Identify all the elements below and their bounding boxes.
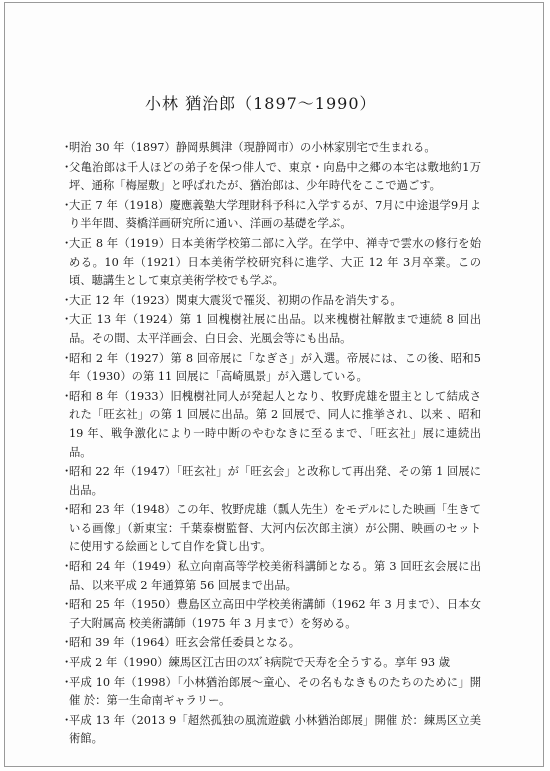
bullet-mark: ・: [61, 198, 73, 212]
list-item: [61, 712, 481, 749]
bullet-mark: ・: [61, 465, 73, 479]
bullet-mark: ・: [61, 313, 73, 327]
entry-text: 平成 13 年（2013 9「超然孤独の風流遊戯 小林猶治郎展」開催 於：練馬区立美術館。: [69, 713, 481, 746]
entry-text: 大正 13 年（1924）第 1 回槐樹社展に出品。以来槐樹社解散まで連続 8 回出品。その間、太平洋画会、白日会、光風会等にも出品。: [69, 313, 481, 345]
entry-text: 昭和 22 年（1947）「旺玄社」が「旺玄会」と改称して再出発、その第 1 回展に出品。: [69, 465, 481, 497]
bullet-mark: ・: [61, 389, 73, 403]
entry-text: 昭和 39 年（1964）旺玄会常任委員となる。: [69, 636, 301, 650]
bullet-mark: ・: [61, 236, 73, 250]
list-item: [61, 388, 481, 462]
bullet-mark: ・: [61, 293, 73, 307]
entry-text: 昭和 2 年（1927）第 8 回帝展に「なぎさ」が入選。帝展には、この後、昭和5 年（1930）の第 11 回展に「高崎風景」が入選している。: [69, 351, 481, 384]
list-item: [61, 674, 481, 711]
entry-text: 大正 8 年（1919）日本美術学校第二部に入学。在学中、禅寺で雲水の修行を始める。10 年（1921）日本美術学校研究科に進学、大正 12 年 3月卒業。この頃、聴講生として東京美術学校でも学ぶ。: [69, 236, 481, 288]
bullet-mark: ・: [61, 713, 73, 727]
list-item: [61, 350, 481, 387]
list-item: [61, 197, 481, 234]
bullet-mark: ・: [61, 675, 73, 689]
bullet-mark: ・: [61, 141, 73, 154]
entry-text: 平成 2 年（1990）練馬区江古田のｽｽﾞｷ病院で天寿を全うする。享年 93 歳: [69, 656, 450, 670]
entry-text: 明治 30 年（1897）静岡県興津（現静岡市）の小林家別宅で生まれる。: [69, 141, 436, 154]
bullet-mark: ・: [61, 351, 73, 365]
bullet-mark: ・: [61, 636, 73, 650]
bullet-mark: ・: [61, 598, 73, 612]
list-item: [61, 558, 481, 595]
list-item: [61, 292, 481, 311]
entry-text: 父亀治郎は千人ほどの弟子を保つ俳人で、東京・向島中之郷の本宅は敷地約1万坪、通称「梅屋敷」と呼ばれたが、猶治郎は、少年時代をここで過ごす。: [69, 160, 481, 193]
bullet-mark: ・: [61, 656, 73, 670]
list-item: [61, 596, 481, 633]
list-item: [61, 139, 481, 158]
bullet-mark: ・: [61, 160, 73, 174]
list-item: [61, 159, 481, 196]
list-item: [61, 634, 481, 653]
page-title: 小林 猶治郎（1897〜1990）: [145, 94, 377, 113]
document-page: [4, 2, 544, 767]
entry-text: 昭和 23 年（1948）この年、牧野虎雄（瓢人先生）をモデルにした映画「生きている画像」（新東宝：千葉泰樹監督、大河内伝次郎主演）が公開、映画のセットに使用する絵画として自作を貸し出す。: [69, 503, 481, 554]
entry-text: 大正 7 年（1918）慶應義塾大学理財科予科に入学するが、7月に中途退学9月より半年間、葵橋洋画研究所に通い、洋画の基礎を学ぶ。: [69, 198, 481, 231]
list-item: [61, 501, 481, 557]
list-item: [61, 311, 481, 348]
entry-text: 平成 10 年（1998）「小林猶治郎展〜童心、その名もなきものたちのために」開催 於：第一生命南ギャラリー。: [69, 675, 481, 708]
chronology-list: [61, 139, 481, 750]
list-item: [61, 654, 481, 673]
bullet-mark: ・: [61, 503, 73, 517]
entry-text: 大正 12 年（1923）関東大震災で罹災、初期の作品を消失する。: [69, 293, 402, 307]
entry-text: 昭和 8 年（1933）旧槐樹社同人が発起人となり、牧野虎雄を盟主として結成された「旺玄社」の第 1 回展に出品。第 2 回展で、同人に推挙され、以来 、昭和 19 年、戦争激化により一時中断のやむなきに至るまで、「旺玄社」展に連続出品。: [69, 389, 481, 459]
list-item: [61, 235, 481, 291]
bullet-mark: ・: [61, 560, 73, 574]
entry-text: 昭和 24 年（1949）私立向南高等学校美術科講師となる。第 3 回旺玄会展に出品、以来平成 2 年通算第 56 回展まで出品。: [69, 560, 481, 592]
list-item: [61, 463, 481, 500]
entry-text: 昭和 25 年（1950）豊島区立高田中学校美術講師（1962 年 3 月まで）、日本女子大附属高 校美術講師（1975 年 3 月まで）を努める。: [69, 598, 481, 630]
